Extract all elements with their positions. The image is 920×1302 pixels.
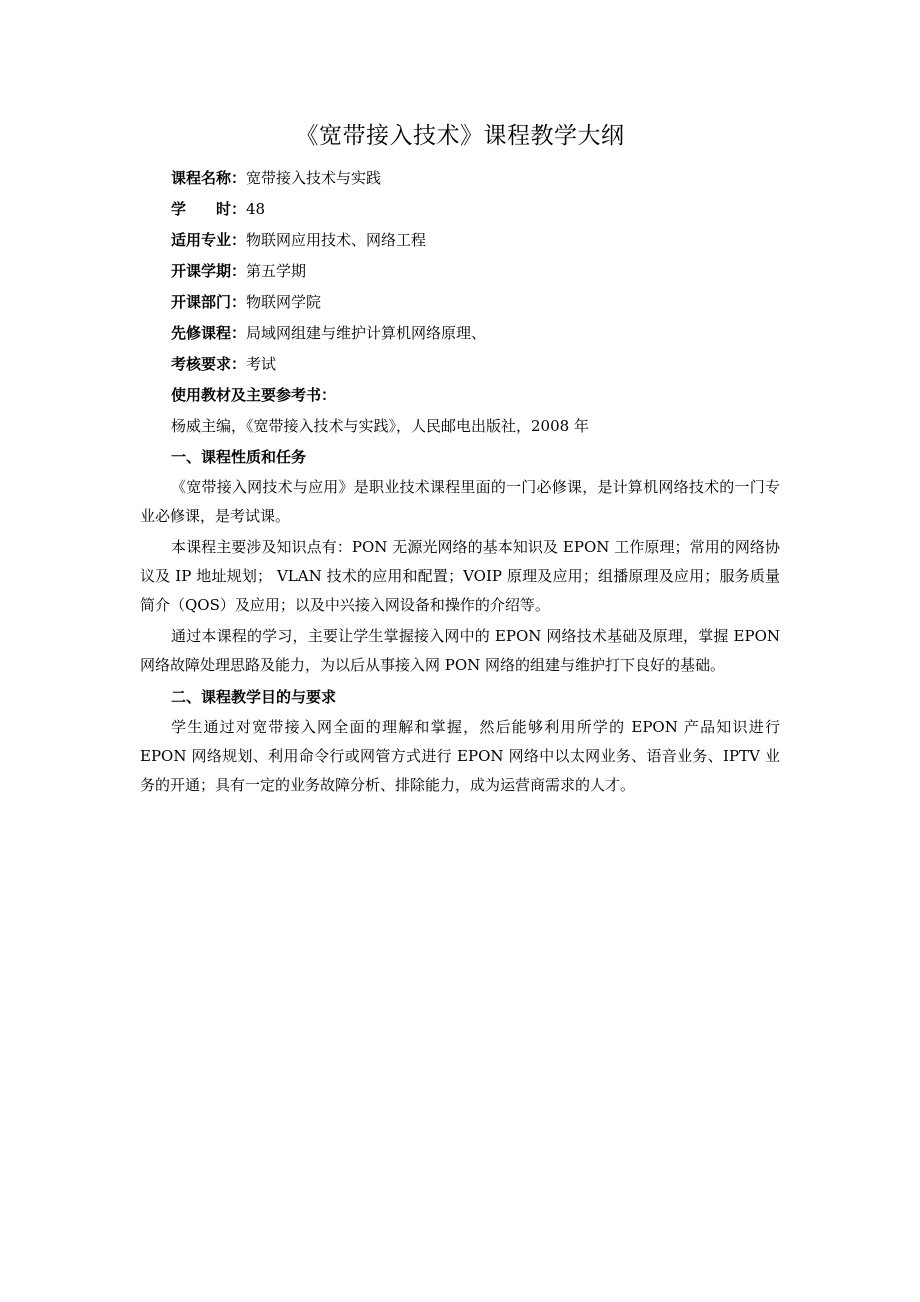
textbook-reference: 杨威主编，《宽带接入技术与实践》，人民邮电出版社，2008 年: [171, 417, 589, 435]
meta-label: 课程名称：: [171, 169, 247, 187]
meta-value: 局域网组建与维护计算机网络原理、: [246, 324, 487, 342]
meta-value: 物联网应用技术、网络工程: [246, 231, 427, 249]
meta-department: [140, 287, 780, 318]
meta-label: 适用专业：: [171, 231, 247, 249]
meta-value: 第五学期: [246, 262, 307, 280]
meta-value: 48: [246, 200, 266, 218]
document-title: 《宽带接入技术》课程教学大纲: [295, 123, 625, 149]
section-1-paragraph: 本课程主要涉及知识点有：PON 无源光网络的基本知识及 EPON 工作原理；常用的网络协议及 IP 地址规划； VLAN 技术的应用和配置；VOIP 原理及应用；组播原理及应用；服务质量简介（QOS）及应用；以及中兴接入网设备和操作的介绍等。: [140, 538, 780, 614]
meta-value: 物联网学院: [246, 293, 322, 311]
meta-assessment: [140, 349, 780, 380]
meta-prerequisites: [140, 318, 780, 349]
meta-label: 开课学期：: [171, 262, 247, 280]
section-heading-1: 一、课程性质和任务: [171, 448, 307, 466]
meta-semester: [140, 256, 780, 287]
meta-value: 考试: [246, 355, 277, 373]
meta-label: 考核要求：: [171, 355, 247, 373]
meta-value: 宽带接入技术与实践: [246, 169, 382, 187]
meta-major: [140, 225, 780, 256]
meta-label: 先修课程：: [171, 324, 247, 342]
section-2-paragraph: 学生通过对宽带接入网全面的理解和掌握，然后能够利用所学的 EPON 产品知识进行 EPON 网络规划、利用命令行或网管方式进行 EPON 网络中以太网业务、语音业务、IPTV 业务的开通；具有一定的业务故障分析、排除能力，成为运营商需求的人才。: [140, 718, 780, 794]
meta-label: 开课部门：: [171, 293, 247, 311]
meta-label: 学 时：: [171, 200, 247, 218]
textbook-label: 使用教材及主要参考书：: [171, 386, 337, 404]
meta-hours: [140, 194, 780, 225]
document-body: [140, 163, 780, 802]
section-heading-2: 二、课程教学目的与要求: [171, 688, 337, 706]
section-1-paragraph: 《宽带接入网技术与应用》是职业技术课程里面的一门必修课，是计算机网络技术的一门专业必修课，是考试课。: [140, 478, 780, 525]
section-1-paragraph: 通过本课程的学习，主要让学生掌握接入网中的 EPON 网络技术基础及原理，掌握 EPON 网络故障处理思路及能力，为以后从事接入网 PON 网络的组建与维护打下良好的基础。: [140, 627, 780, 674]
meta-course-name: [140, 163, 780, 194]
